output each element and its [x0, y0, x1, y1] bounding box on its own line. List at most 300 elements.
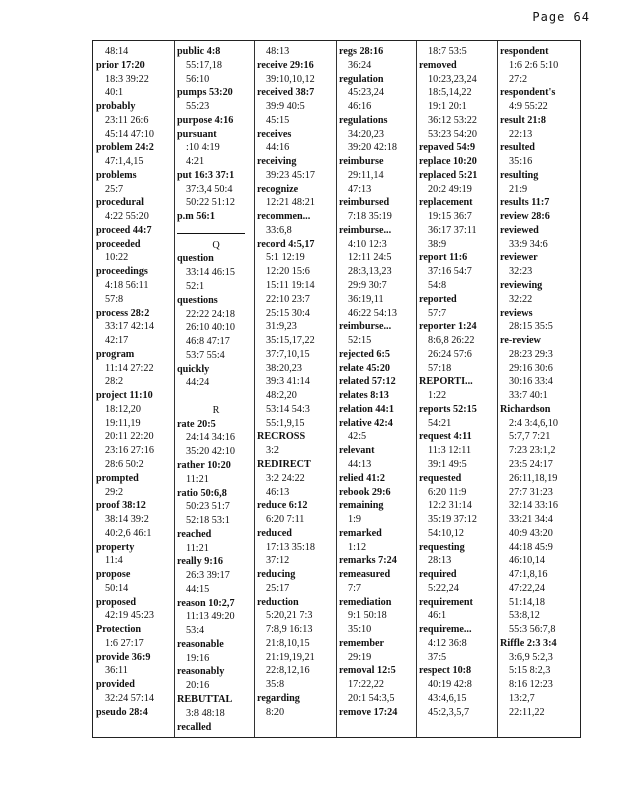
page-reference: 39:23 45:17: [266, 169, 315, 181]
index-term: relative 42:4: [339, 417, 393, 429]
page-reference: 35:20 42:10: [186, 446, 235, 458]
page-reference: 40:1: [105, 87, 124, 99]
page-reference: 3:2: [266, 445, 280, 457]
index-term: Riffle 2:3 3:4: [500, 637, 557, 649]
page-reference: 36:12 53:22: [428, 114, 477, 126]
page-reference: 6:20 7:11: [266, 514, 305, 526]
section-letter: R: [212, 404, 220, 416]
index-column-2: [177, 45, 255, 734]
page-reference: 46:1: [428, 610, 447, 622]
page-reference: 43:4,6,15: [428, 692, 467, 704]
index-term: report 11:6: [419, 252, 468, 264]
page-reference: 19:11,19: [105, 417, 141, 429]
index-term: REDIRECT: [257, 458, 311, 470]
index-term: reviewer: [500, 252, 538, 264]
index-term: relate 45:20: [339, 362, 391, 374]
page-reference: 29:2: [105, 486, 124, 498]
index-term: reviews: [500, 307, 533, 319]
index-term: public 4:8: [177, 46, 221, 57]
page-reference: 4:9 55:22: [509, 101, 548, 113]
page-reference: 27:7 31:23: [509, 486, 553, 498]
page-reference: 7:7: [348, 582, 362, 594]
index-term: requirement: [419, 596, 473, 608]
page-reference: 12:20 15:6: [266, 266, 310, 278]
page-reference: 39:3 41:14: [266, 376, 310, 388]
page-reference: 12:2 31:14: [428, 500, 472, 512]
page-reference: 22:8,12,16: [266, 665, 310, 677]
page-reference: 35:8: [266, 679, 285, 691]
page-reference: 53:8,12: [509, 610, 540, 622]
page-reference: 53:4: [186, 625, 205, 637]
page-reference: 12:21 48:21: [266, 197, 315, 209]
page-reference: 54:8: [428, 280, 447, 292]
index-term: required: [419, 569, 457, 581]
page-reference: 44:16: [266, 142, 290, 154]
page-reference: 47:22,24: [509, 582, 545, 594]
page-reference: 18:7 53:5: [428, 46, 467, 57]
index-term: ratio 50:6,8: [177, 487, 227, 499]
index-term: reduction: [257, 596, 299, 608]
index-term: remove 17:24: [339, 706, 398, 718]
index-term: relevant: [339, 445, 375, 457]
index-term: Protection: [96, 624, 142, 636]
index-term: results 11:7: [500, 197, 550, 209]
index-term: really 9:16: [177, 556, 223, 568]
page-reference: 4:22 55:20: [105, 211, 149, 223]
page-reference: 4:10 12:3: [348, 238, 387, 250]
index-term: requested: [419, 472, 462, 484]
index-term: RECROSS: [257, 431, 306, 443]
page-reference: 37:12: [266, 555, 290, 567]
page-reference: 1:6 2:6 5:10: [509, 59, 559, 71]
index-term: reimburse...: [339, 321, 392, 333]
page-reference: 47:13: [348, 183, 372, 195]
index-term: receiving: [257, 156, 297, 168]
page-reference: 38:20,23: [266, 362, 302, 374]
page-reference: 6:20 11:9: [428, 486, 467, 498]
index-term: problem 24:2: [96, 142, 154, 154]
page-reference: 32:23: [509, 266, 533, 278]
page-number: Page 64: [532, 10, 590, 24]
page-reference: 18:12,20: [105, 403, 141, 415]
index-term: remarked: [339, 527, 382, 539]
index-term: receives: [257, 128, 292, 140]
page-reference: 56:10: [186, 73, 210, 85]
page-reference: 7:8,9 16:13: [266, 624, 313, 636]
page-reference: 44:18 45:9: [509, 541, 553, 553]
index-term: repaved 54:9: [419, 142, 476, 154]
page-reference: 48:13: [266, 46, 290, 57]
page-reference: 5:22,24: [428, 582, 459, 594]
page-reference: 7:18 35:19: [348, 211, 392, 223]
index-term: reimburse: [339, 156, 384, 168]
index-term: relates 8:13: [339, 390, 389, 402]
page-reference: 32:14 33:16: [509, 500, 558, 512]
page-reference: 20:2 49:19: [428, 183, 472, 195]
page-reference: 11:4: [105, 555, 123, 567]
page-reference: 28:6 50:2: [105, 458, 144, 470]
column-divider: [336, 41, 337, 737]
page-reference: 32:24 57:14: [105, 692, 154, 704]
index-term: procedural: [96, 197, 144, 209]
index-term: rate 20:5: [177, 418, 216, 430]
index-term: put 16:3 37:1: [177, 169, 235, 181]
index-term: replace 10:20: [419, 156, 477, 168]
index-term: reviewing: [500, 280, 543, 292]
page-reference: 19:16: [186, 652, 210, 664]
page-reference: 28:15 35:5: [509, 321, 553, 333]
page-reference: 42:19 45:23: [105, 610, 154, 622]
index-term: respect 10:8: [419, 665, 472, 677]
page-reference: 31:9,23: [266, 321, 297, 333]
page-reference: 13:2,7: [509, 692, 535, 704]
page-reference: 11:14 27:22: [105, 362, 154, 374]
page-reference: 3:2 24:22: [266, 472, 305, 484]
page-reference: 53:23 54:20: [428, 128, 477, 140]
page-reference: 8:20: [266, 706, 285, 718]
index-term: requesting: [419, 541, 465, 553]
page-reference: 5:15 8:2,3: [509, 665, 551, 677]
index-term: project 11:10: [96, 390, 153, 402]
index-term: pseudo 28:4: [96, 706, 148, 718]
index-term: related 57:12: [339, 376, 396, 388]
index-term: regulation: [339, 73, 384, 85]
index-term: REPORTI...: [419, 376, 473, 388]
index-term: recommen...: [257, 211, 311, 223]
page-reference: 30:16 33:4: [509, 376, 553, 388]
page-reference: 5:20,21 7:3: [266, 610, 313, 622]
index-column-4: [339, 45, 417, 720]
index-term: rather 10:20: [177, 459, 231, 471]
page-reference: 38:9: [428, 238, 447, 250]
page-reference: 36:17 37:11: [428, 224, 477, 236]
page-reference: 46:22 54:13: [348, 307, 397, 319]
page-reference: 39:20 42:18: [348, 142, 397, 154]
index-term: remaining: [339, 500, 384, 512]
index-term: proceed 44:7: [96, 224, 152, 236]
index-term: remember: [339, 637, 385, 649]
page-reference: 55:3 56:7,8: [509, 624, 556, 636]
page-reference: 2:4 3:4,6,10: [509, 417, 558, 429]
index-term: problems: [96, 169, 137, 181]
page-reference: 34:20,23: [348, 128, 384, 140]
page-reference: 11:13 49:20: [186, 611, 235, 623]
index-term: rebook 29:6: [339, 486, 391, 498]
page-reference: 28:2: [105, 376, 124, 388]
page-reference: 3:6,9 5:2,3: [509, 651, 553, 663]
index-term: received 38:7: [257, 87, 315, 99]
page-reference: 50:22 51:12: [186, 197, 235, 209]
index-term: re-review: [500, 335, 541, 347]
page-reference: 40:9 43:20: [509, 527, 553, 539]
page-reference: 5:1 12:19: [266, 252, 305, 264]
page-reference: 26:10 40:10: [186, 322, 235, 334]
page-reference: 24:14 34:16: [186, 432, 235, 444]
page-reference: 54:10,12: [428, 527, 464, 539]
index-table: [92, 40, 581, 738]
page-reference: 37:3,4 50:4: [186, 183, 233, 195]
page-reference: 48:2,20: [266, 390, 297, 402]
page-reference: 8:6,8 26:22: [428, 335, 475, 347]
index-term: reducing: [257, 569, 296, 581]
index-term: request 4:11: [419, 431, 472, 443]
page-reference: 22:10 23:7: [266, 293, 310, 305]
index-term: reduce 6:12: [257, 500, 308, 512]
index-term: relied 41:2: [339, 472, 385, 484]
page-reference: 4:18 56:11: [105, 280, 149, 292]
page-reference: 12:11 24:5: [348, 252, 392, 264]
page-reference: 57:8: [105, 293, 124, 305]
index-term: proceedings: [96, 266, 148, 278]
page-reference: 4:12 36:8: [428, 637, 467, 649]
index-term: question: [177, 253, 214, 265]
page-reference: 26:11,18,19: [509, 472, 558, 484]
page-reference: 44:24: [186, 377, 210, 389]
index-term: prior 17:20: [96, 59, 145, 71]
page-reference: 11:3 12:11: [428, 445, 472, 457]
page-reference: 37:16 54:7: [428, 266, 472, 278]
index-term: result 21:8: [500, 114, 546, 126]
index-term: respondent's: [500, 87, 556, 99]
index-term: recalled: [177, 721, 212, 733]
page-reference: 55:17,18: [186, 59, 222, 71]
index-term: REBUTTAL: [177, 693, 233, 705]
page-reference: 37:5: [428, 651, 447, 663]
page-reference: 46:8 47:17: [186, 336, 230, 348]
page-reference: 21:19,19,21: [266, 651, 315, 663]
index-term: program: [96, 348, 135, 360]
page-reference: 52:18 53:1: [186, 515, 230, 527]
page-reference: 53:14 54:3: [266, 403, 310, 415]
page-reference: 33:6,8: [266, 224, 292, 236]
page-reference: 57:18: [428, 362, 452, 374]
page-reference: 28:23 29:3: [509, 348, 553, 360]
page-reference: 32:22: [509, 293, 533, 305]
page-reference: 39:10,10,12: [266, 73, 315, 85]
page-reference: 9:1 50:18: [348, 610, 387, 622]
page-reference: 8:16 12:23: [509, 679, 553, 691]
index-term: reports 52:15: [419, 403, 477, 415]
page-reference: 39:9 40:5: [266, 101, 305, 113]
page-reference: 25:15 30:4: [266, 307, 310, 319]
index-term: replaced 5:21: [419, 169, 478, 181]
page-reference: 42:17: [105, 335, 129, 347]
page-reference: :10 4:19: [186, 142, 220, 154]
index-term: review 28:6: [500, 211, 550, 223]
page-reference: 7:23 23:1,2: [509, 445, 556, 457]
page-reference: 1:9: [348, 514, 362, 526]
index-term: pumps 53:20: [177, 87, 233, 99]
page-reference: 42:5: [348, 431, 367, 443]
page-reference: 33:14 46:15: [186, 267, 235, 279]
page-reference: 39:1 49:5: [428, 458, 467, 470]
page-reference: 23:16 27:16: [105, 445, 154, 457]
page-reference: 27:2: [509, 73, 528, 85]
index-term: remarks 7:24: [339, 555, 397, 567]
index-term: remediation: [339, 596, 392, 608]
page-reference: 33:17 42:14: [105, 321, 154, 333]
page-reference: 29:11,14: [348, 169, 384, 181]
page-reference: 29:19: [348, 651, 372, 663]
page-reference: 57:7: [428, 307, 447, 319]
page-reference: 35:19 37:12: [428, 514, 477, 526]
page-reference: 1:12: [348, 541, 367, 553]
page-reference: 28:3,13,23: [348, 266, 392, 278]
index-term: regarding: [257, 692, 300, 704]
index-term: reason 10:2,7: [177, 597, 235, 609]
page-reference: 36:19,11: [348, 293, 384, 305]
index-term: propose: [96, 569, 131, 581]
page-reference: 18:3 39:22: [105, 73, 149, 85]
index-term: resulting: [500, 169, 539, 181]
page-reference: 37:7,10,15: [266, 348, 310, 360]
index-term: relation 44:1: [339, 403, 394, 415]
page-reference: 15:11 19:14: [266, 280, 315, 292]
page-reference: 3:8 48:18: [186, 707, 225, 719]
index-term: proposed: [96, 596, 137, 608]
index-term: provide 36:9: [96, 651, 151, 663]
index-term: p.m 56:1: [177, 211, 215, 223]
page-reference: 11:21: [186, 542, 209, 554]
index-term: reported: [419, 293, 457, 305]
page-reference: 10:22: [105, 252, 129, 264]
page-reference: 48:14: [105, 46, 129, 57]
index-term: record 4:5,17: [257, 238, 315, 250]
index-term: process 28:2: [96, 307, 150, 319]
page-reference: 47:1,4,15: [105, 156, 144, 168]
index-term: reimbursed: [339, 197, 390, 209]
index-column-5: [419, 45, 497, 720]
page-reference: 46:13: [266, 486, 290, 498]
page-reference: 44:15: [186, 583, 210, 595]
page-reference: 17:22,22: [348, 679, 384, 691]
index-column-3: [257, 45, 335, 720]
page-reference: 36:24: [348, 59, 372, 71]
page-reference: 46:10,14: [509, 555, 545, 567]
page-reference: 18:5,14,22: [428, 87, 472, 99]
index-term: provided: [96, 679, 135, 691]
index-term: property: [96, 541, 135, 553]
index-term: requireme...: [419, 624, 472, 636]
index-term: respondent: [500, 46, 549, 57]
page-reference: 40:2,6 46:1: [105, 527, 152, 539]
index-term: remeasured: [339, 569, 391, 581]
index-term: questions: [177, 294, 218, 306]
index-term: resulted: [500, 142, 535, 154]
index-term: receive 29:16: [257, 59, 314, 71]
index-term: replacement: [419, 197, 473, 209]
page-reference: 11:21: [186, 473, 209, 485]
index-term: recognize: [257, 183, 299, 195]
index-term: reimburse...: [339, 224, 392, 236]
index-term: reasonably: [177, 666, 225, 678]
page-reference: 4:21: [186, 156, 205, 168]
page-reference: 17:13 35:18: [266, 541, 315, 553]
index-term: proof 38:12: [96, 500, 146, 512]
page-reference: 45:14 47:10: [105, 128, 154, 140]
page-reference: 33:21 34:4: [509, 514, 553, 526]
page-reference: 23:5 24:17: [509, 458, 553, 470]
page-reference: 45:15: [266, 114, 290, 126]
page-reference: 33:7 40:1: [509, 390, 548, 402]
page-reference: 1:22: [428, 390, 447, 402]
page-reference: 20:16: [186, 680, 210, 692]
page-reference: 19:1 20:1: [428, 101, 467, 113]
index-term: removal 12:5: [339, 665, 396, 677]
page-reference: 25:7: [105, 183, 124, 195]
page-reference: 40:19 42:8: [428, 679, 472, 691]
page-reference: 54:21: [428, 417, 452, 429]
page-reference: 20:11 22:20: [105, 431, 154, 443]
page-reference: 53:7 55:4: [186, 349, 225, 361]
page-reference: 10:23,23,24: [428, 73, 477, 85]
page-reference: 29:16 30:6: [509, 362, 553, 374]
index-term: regulations: [339, 114, 388, 126]
index-term: reached: [177, 528, 212, 540]
page-reference: 20:1 54:3,5: [348, 692, 395, 704]
page-reference: 55:1,9,15: [266, 417, 305, 429]
page-reference: 28:13: [428, 555, 452, 567]
page-reference: 50:23 51:7: [186, 501, 230, 513]
index-term: quickly: [177, 363, 210, 375]
page-reference: 52:15: [348, 335, 372, 347]
page-reference: 25:17: [266, 582, 290, 594]
index-term: reduced: [257, 527, 292, 539]
index-term: reasonable: [177, 638, 224, 650]
index-term: regs 28:16: [339, 46, 384, 57]
index-term: reporter 1:24: [419, 321, 477, 333]
page-reference: 35:10: [348, 624, 372, 636]
page-reference: 22:13: [509, 128, 533, 140]
index-term: proceeded: [96, 238, 141, 250]
page-reference: 51:14,18: [509, 596, 545, 608]
page-reference: 38:14 39:2: [105, 514, 149, 526]
index-term: removed: [419, 59, 457, 71]
blank-line: [177, 390, 255, 404]
page-reference: 55:23: [186, 101, 210, 113]
page-reference: 26:3 39:17: [186, 570, 230, 582]
index-term: rejected 6:5: [339, 348, 391, 360]
page-reference: 50:14: [105, 582, 129, 594]
index-term: reviewed: [500, 224, 539, 236]
index-column-6: [500, 45, 578, 720]
page-reference: 44:13: [348, 458, 372, 470]
index-term: purpose 4:16: [177, 114, 234, 126]
page-reference: 35:16: [509, 156, 533, 168]
column-divider: [497, 41, 498, 737]
column-divider: [174, 41, 175, 737]
page-reference: 21:8,10,15: [266, 637, 310, 649]
page-reference: 36:11: [105, 665, 128, 677]
page-reference: 1:6 27:17: [105, 637, 144, 649]
page-reference: 21:9: [509, 183, 528, 195]
index-column-1: [96, 45, 174, 720]
page-reference: 45:2,3,5,7: [428, 706, 470, 718]
page-reference: 23:11 26:6: [105, 114, 149, 126]
section-letter: Q: [212, 239, 220, 251]
page-reference: 35:15,17,22: [266, 335, 315, 347]
page-reference: 5:7,7 7:21: [509, 431, 551, 443]
page-reference: 45:23,24: [348, 87, 384, 99]
index-term: probably: [96, 101, 136, 113]
section-rule: [177, 224, 245, 234]
page-reference: 19:15 36:7: [428, 211, 472, 223]
page-reference: 33:9 34:6: [509, 238, 548, 250]
page-reference: 46:16: [348, 101, 372, 113]
page-reference: 29:9 30:7: [348, 280, 387, 292]
page-reference: 47:1,8,16: [509, 569, 548, 581]
index-term: prompted: [96, 472, 139, 484]
